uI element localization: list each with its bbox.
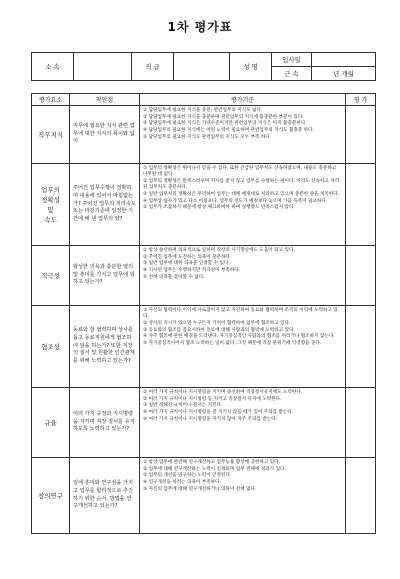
criteria-item: ② 주어진 업무에 도전하는 의욕이 충분하다. bbox=[143, 254, 232, 260]
criteria-item: ⑤ 자신의 업무에 대해 연구개선하거나 의욕이 전혀 없다. bbox=[143, 486, 257, 492]
position-label: 직 급 bbox=[132, 53, 174, 81]
criteria-item: ④ 업무상 실수가 있고 다소 어설프다. 업무의 진도가 예정보다 늦으며 가끔 독촉이 필요하다. bbox=[143, 198, 328, 204]
category-label: 적극성 bbox=[32, 246, 70, 306]
employee-info-table bbox=[31, 52, 376, 81]
table-header-row bbox=[32, 94, 376, 106]
score-cell[interactable] bbox=[346, 306, 376, 388]
criteria-item: ① 항상 업무에 관련해 연구개선하고 업무능률 향상에 공헌하고 있다. bbox=[143, 460, 281, 465]
category-label: 직무지식 bbox=[32, 106, 70, 164]
criteria-item: ③ 일반 정해진 규칙이나 질서는 지킨다. bbox=[143, 403, 223, 409]
header-criteria: 평가기준 bbox=[140, 94, 346, 106]
criteria-item: ① 여러 가지 규칙이나 지시명령을 지키며 솔선하여 직장질서유지에도 노력한다. bbox=[143, 390, 303, 395]
affiliation-value[interactable] bbox=[74, 53, 132, 81]
focus-text: 직무에 필요한 지식 관련 업무에 대한 지식의 폭이와 넓이 bbox=[70, 106, 140, 164]
score-cell[interactable] bbox=[346, 246, 376, 306]
hire-date-label: 입사일 bbox=[272, 53, 312, 67]
criteria-list bbox=[140, 458, 346, 534]
focus-text: 주어진 업무수행이 정확하며 내용에 있어서 막힘없는가? 주어진 업무의 처리속도 또는 마감기준에 일정한 기간에 해 낸 업무의 양? bbox=[70, 164, 140, 246]
criteria-item: ② 업무에 대해 연구개선하는 노력이 인정되며 업무 전체에 성과가 있다. bbox=[143, 466, 286, 472]
focus-text: 여러 가지 규정과 지시명령을 지키며 직장 질서를 유지하도록 노력하고 있는가? bbox=[70, 388, 140, 458]
criteria-item: ⑤ 담당업무의 필요한 지식도 관련업무의 지식도 모두 부족 하다. bbox=[143, 134, 272, 140]
score-cell[interactable] bbox=[346, 388, 376, 458]
criteria-item: ③ 담당업무에 필요한 지식은 기대수준이지만 관련업무의 지식은 아직 불충분하다. bbox=[143, 121, 307, 127]
criteria-item: ④ 여러 가지 규칙이나 지시명령을 잘 지키지 않을 때가 있어 주의를 받는다. bbox=[143, 410, 294, 416]
criteria-item: ③ 동료와의 협조를 중요시하여 동료에 대해 사람과의 협력에 노력하고 있다. bbox=[143, 327, 295, 333]
header-score: 평 가 bbox=[346, 94, 376, 106]
tenure-value[interactable]: 년 개월 bbox=[312, 67, 376, 81]
table-row bbox=[32, 246, 376, 306]
criteria-item: ④ 자주 협조에 관한 배경을 드러낸다. 자기중심적인 사람과의 협조를 꺼리거나 협조하지 않는다. bbox=[143, 334, 335, 340]
criteria-item: ① 담당업무에 필요한 지식을 충분, 관련업무의 지식도 넓다. bbox=[143, 108, 263, 113]
criteria-item: ④ 담당업무의 필요한 지식에는 어떤 노력이 필요하며 관련업무의 지식도 불충분 하다. bbox=[143, 128, 315, 134]
criteria-item: ⑤ 전혀 의욕을 찾아볼 수 없다. bbox=[143, 274, 205, 280]
name-label: 성 명 bbox=[230, 53, 272, 81]
table-row bbox=[32, 306, 376, 388]
table-row bbox=[32, 164, 376, 246]
criteria-item: ④ 지시된 업무는 수행하지만 적극성이 부족하다. bbox=[143, 268, 241, 274]
category-label: 규율 bbox=[32, 388, 70, 458]
affiliation-label: 소 속 bbox=[32, 53, 74, 81]
focus-text: 왕성한 의욕과 충분한 열의 및 흥미를 가지고 업무에 임하고 있는가? bbox=[70, 246, 140, 306]
criteria-item: ⑤ 여러 가지 규칙이나 지시명령을 지키지 않아 자주 주의를 받는다. bbox=[143, 416, 278, 422]
tenure-label: 근 속 bbox=[272, 67, 312, 81]
category-label: 협조성 bbox=[32, 306, 70, 388]
criteria-item: ② 여러 가지 규칙이나 지시명령 등 지키고 직장질서 유지에 노력한다. bbox=[143, 396, 282, 402]
table-row bbox=[32, 106, 376, 164]
criteria-item: ② 담당업무에 필요한 지식을 충분하며 관련업무의 지식에 불충분한 부분이 있다. bbox=[143, 114, 304, 120]
criteria-item: ③ 업무의 개선을 연구하는 노력이 인정된다. bbox=[143, 473, 232, 479]
position-value[interactable] bbox=[174, 53, 230, 81]
criteria-item: ① 항상 솔선하며 의욕적으로 일하며 직장의 사기향상에도 도움이 되고 있다. bbox=[143, 248, 295, 253]
page-title: 1차 평가표 bbox=[167, 20, 233, 34]
category-label: 업무의 정확성 및 속도 bbox=[32, 164, 70, 246]
evaluation-table bbox=[31, 93, 376, 534]
score-cell[interactable] bbox=[346, 164, 376, 246]
header-element: 평가요소 bbox=[32, 94, 70, 106]
table-row bbox=[32, 388, 376, 458]
focus-text: 일에 흥미와 연구심을 가지고 업무를 합리적으로 추진하기 위한 순서, 방법을 연구개선하고 있는가? bbox=[70, 458, 140, 534]
criteria-item: ③ 일반 업무처리 정확성은 무리하여 업무는 대체 예정대로 처리하고 있으며 충분한 양을 처리한다. bbox=[143, 191, 340, 197]
criteria-list bbox=[140, 306, 346, 388]
criteria-list bbox=[140, 106, 346, 164]
criteria-item: ④ 연구개선을 하려는 의욕이 부족하다. bbox=[143, 480, 221, 486]
score-cell[interactable] bbox=[346, 106, 376, 164]
criteria-item: ② 상사의 지시가 있으면 누구든지 기꺼이 협력하여 업무에 협조하고 있다. bbox=[143, 320, 291, 326]
score-cell[interactable] bbox=[346, 458, 376, 534]
criteria-item: ⑤ 자기중심적이어서 협조 노력하는 일이 없다. 그것 때문에 직장 분위기에 악영향을 준다. bbox=[143, 341, 322, 347]
focus-text: 동료와 잘 협력하며 상사를 돕고 동료직원에게 협조하여 일을 하는가? 또한 직장의 질서 및 원활한 인간관계를 위해 노력하고 있는가? bbox=[70, 306, 140, 388]
criteria-item: ② 업무의 정확성은 만족스러우며 지시를 받지 않고 업무를 수행하는 편이다. 처리도 신속하고 처리된 업무처도 충분하다. bbox=[143, 178, 340, 191]
criteria-item: ③ 일반 업무에 대한 의욕을 인정할 수 있다. bbox=[143, 261, 230, 267]
category-label: 창의연구 bbox=[32, 458, 70, 534]
header-focus: 착안점 bbox=[70, 94, 140, 106]
table-row bbox=[32, 458, 376, 534]
hire-date-value[interactable] bbox=[312, 53, 376, 67]
criteria-item: ⑤ 업무가 조잡하기 때문에 항상 체크하여야 하며 실행량도 만족스럽지 않다. bbox=[143, 205, 295, 211]
criteria-item: ① 업무의 정확성은 뛰어나서 믿을 수 있다. 또한 긴급한 업무처도 신속하였으며, 내용도 충분하고 나무랄 데 없다. bbox=[143, 166, 337, 178]
criteria-item: ① 자신의 협력이나 이익에 사로잡히지 않고 자진하여 동료와 협력하며 조직의 이익에 노력하고 있다. bbox=[143, 308, 338, 320]
criteria-list bbox=[140, 388, 346, 458]
criteria-list bbox=[140, 246, 346, 306]
criteria-list bbox=[140, 164, 346, 246]
